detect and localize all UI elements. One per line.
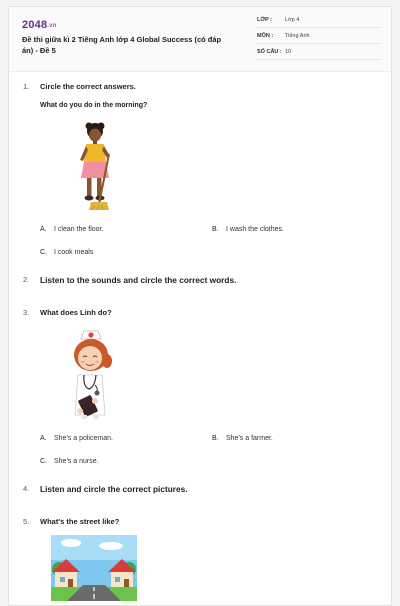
street-houses-picture	[51, 535, 137, 601]
question-text: Listen to the sounds and circle the correct words.	[40, 275, 237, 285]
option-text: I cook meals	[54, 249, 94, 256]
meta-label: LỚP :	[257, 17, 272, 23]
meta-subject	[257, 31, 381, 44]
nurse-picture	[61, 325, 121, 425]
question-number: 5.	[23, 517, 30, 526]
logo-suffix: .vn	[47, 23, 57, 29]
option-letter: B.	[212, 226, 219, 233]
question-number: 2.	[23, 275, 30, 284]
meta-value: Tiếng Anh	[285, 33, 310, 39]
site-logo[interactable]	[22, 19, 57, 31]
option-text: I wash the clothes.	[226, 226, 284, 233]
question-number: 3.	[23, 308, 30, 317]
option-1a[interactable]	[40, 226, 103, 233]
question-number: 4.	[23, 484, 30, 493]
girl-sweeping-floor-picture	[69, 120, 119, 215]
worksheet-page	[8, 6, 392, 606]
option-text: She's a policeman.	[54, 435, 113, 442]
option-3c[interactable]	[40, 458, 99, 465]
question-text: Circle the correct answers.	[40, 82, 136, 91]
option-letter: B.	[212, 435, 219, 442]
option-letter: C.	[40, 458, 47, 465]
question-text: Listen and circle the correct pictures.	[40, 484, 188, 494]
document-header	[9, 7, 391, 72]
question-1-prompt: What do you do in the morning?	[40, 102, 148, 109]
meta-label: MÔN :	[257, 33, 274, 39]
option-letter: C.	[40, 249, 47, 256]
question-text: What does Linh do?	[40, 308, 112, 317]
meta-question-count	[257, 47, 381, 60]
option-1b[interactable]	[212, 226, 284, 233]
option-3b[interactable]	[212, 435, 273, 442]
document-title: Đề thi giữa kì 2 Tiếng Anh lớp 4 Global Success (có đáp án) - Đề 5	[22, 35, 222, 55]
meta-value: 10	[285, 49, 292, 55]
option-text: She's a nurse.	[54, 458, 99, 465]
option-1c[interactable]	[40, 249, 93, 256]
option-text: I clean the floor.	[54, 226, 104, 233]
logo-text: 2048	[22, 19, 48, 31]
meta-label: SỐ CÂU :	[257, 49, 282, 55]
option-3a[interactable]	[40, 435, 113, 442]
question-text: What's the street like?	[40, 517, 120, 526]
option-letter: A.	[40, 435, 47, 442]
meta-value: Lớp 4	[285, 17, 300, 23]
option-letter: A.	[40, 226, 47, 233]
question-number: 1.	[23, 82, 30, 91]
meta-grade	[257, 15, 381, 28]
option-text: She's a farmer.	[226, 435, 273, 442]
